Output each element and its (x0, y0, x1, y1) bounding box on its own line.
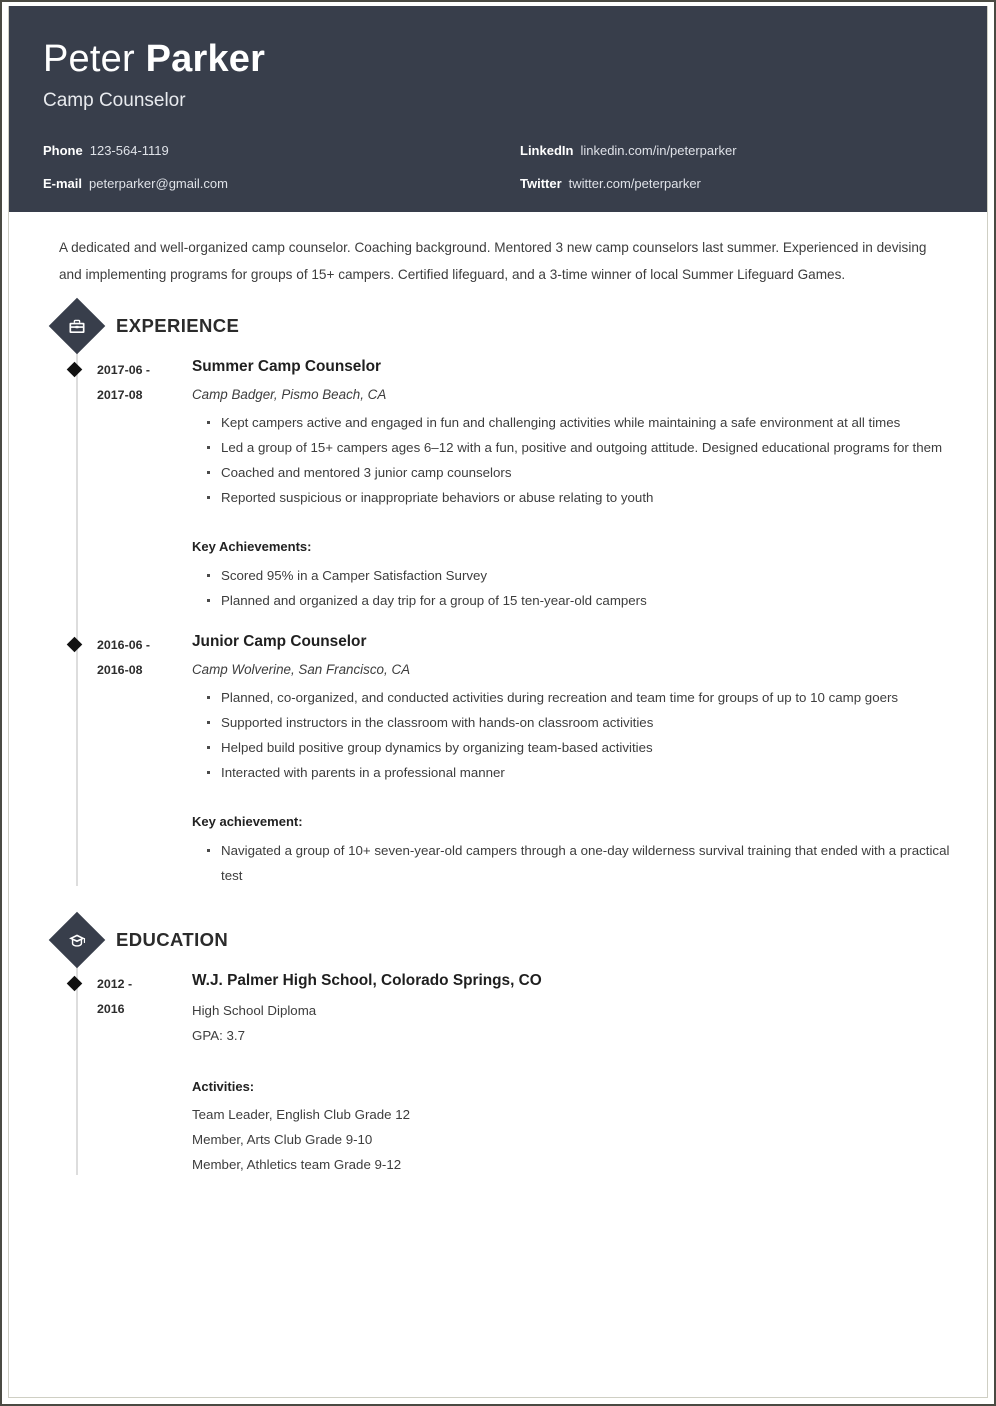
experience-bullets (192, 685, 953, 785)
list-item: Planned, co-organized, and conducted activities during recreation and team time for groups of up to 10 camp goers (206, 685, 953, 710)
experience-job-title: Summer Camp Counselor (192, 358, 382, 375)
experience-job-title: Junior Camp Counselor (192, 633, 367, 650)
list-item: Kept campers active and engaged in fun and challenging activities while maintaining a safe environment at all times (206, 410, 953, 435)
first-name: Peter (43, 38, 135, 80)
experience-entry-content (190, 356, 953, 629)
experience-entry (57, 356, 953, 629)
contact-email-value[interactable]: peterparker@gmail.com (89, 176, 228, 191)
activity-item: Team Leader, English Club Grade 12 (192, 1107, 411, 1122)
contact-phone (43, 140, 498, 162)
education-title: EDUCATION (116, 929, 229, 950)
education-timeline (57, 960, 953, 1177)
contact-linkedin-label: LinkedIn (520, 143, 574, 158)
education-entry-content (190, 970, 953, 1177)
contact-twitter (520, 173, 953, 195)
experience-achievements (192, 838, 953, 888)
list-item: Helped build positive group dynamics by organizing team-based activities (206, 735, 953, 760)
education-section (47, 920, 953, 1177)
list-item: Navigated a group of 10+ seven-year-old campers through a one-day wilderness survival training that ended with a practical test (206, 838, 953, 888)
contact-email-label: E-mail (43, 176, 83, 191)
contact-twitter-value[interactable]: twitter.com/peterparker (568, 176, 701, 191)
contact-phone-label: Phone (43, 143, 83, 158)
list-item: Interacted with parents in a professional manner (206, 760, 953, 785)
professional-summary: A dedicated and well-organized camp counselor. Coaching background. Mentored 3 new camp counselors last summer. Experienced in devising and implementing programs for groups of 15+ campers. Certified lifeguard, and a 3-time winner of local Summer Lifeguard Games. (59, 240, 927, 282)
job-title: Camp Counselor (43, 90, 186, 111)
activities-label: Activities: (192, 1079, 255, 1094)
contact-linkedin (520, 140, 953, 162)
contact-column-right (498, 140, 953, 195)
key-achievements-label: Key achievement: (192, 814, 303, 829)
contact-linkedin-value[interactable]: linkedin.com/in/peterparker (580, 143, 737, 158)
resume-body (9, 212, 987, 1177)
experience-company: Camp Wolverine, San Francisco, CA (192, 662, 411, 677)
education-degree: High School Diploma (192, 1003, 317, 1018)
resume-sheet (8, 6, 988, 1398)
date-to: 2017-08 (97, 388, 143, 402)
contact-email (43, 173, 498, 195)
activity-item: Member, Arts Club Grade 9-10 (192, 1132, 373, 1147)
education-entry (57, 970, 953, 1177)
contact-phone-value[interactable]: 123-564-1119 (89, 143, 169, 158)
experience-entry-dates (97, 631, 190, 888)
experience-timeline (57, 346, 953, 888)
experience-entry-content (190, 631, 953, 888)
education-school: W.J. Palmer High School, Colorado Springs, CO (192, 972, 542, 989)
experience-entry (57, 631, 953, 888)
experience-section (47, 306, 953, 888)
resume-header (9, 6, 987, 212)
last-name: Parker (145, 38, 266, 80)
list-item: Coached and mentored 3 junior camp counselors (206, 460, 953, 485)
graduation-cap-icon (49, 912, 106, 969)
spacer (192, 613, 953, 629)
date-from: 2016-06 - (97, 638, 151, 652)
list-item: Supported instructors in the classroom with hands-on classroom activities (206, 710, 953, 735)
list-item: Led a group of 15+ campers ages 6–12 with a fun, positive and outgoing attitude. Designed educational programs for them (206, 435, 953, 460)
contact-details (43, 140, 953, 195)
list-item: Reported suspicious or inappropriate behaviors or abuse relating to youth (206, 485, 953, 510)
section-spacer (47, 890, 953, 920)
activity-item: Member, Athletics team Grade 9-12 (192, 1157, 402, 1172)
experience-bullets (192, 410, 953, 510)
experience-section-header (57, 306, 953, 346)
date-to: 2016 (97, 1002, 125, 1016)
list-item: Planned and organized a day trip for a group of 15 ten-year-old campers (206, 588, 953, 613)
date-from: 2012 - (97, 977, 133, 991)
date-to: 2016-08 (97, 663, 143, 677)
date-from: 2017-06 - (97, 363, 151, 377)
experience-entry-dates (97, 356, 190, 629)
experience-achievements (192, 563, 953, 613)
candidate-name (43, 36, 953, 82)
list-item: Scored 95% in a Camper Satisfaction Survey (206, 563, 953, 588)
education-gpa: GPA: 3.7 (192, 1028, 245, 1043)
key-achievements-label: Key Achievements: (192, 539, 312, 554)
experience-company: Camp Badger, Pismo Beach, CA (192, 387, 387, 402)
experience-title: EXPERIENCE (116, 315, 240, 336)
contact-twitter-label: Twitter (520, 176, 562, 191)
education-section-header (57, 920, 953, 960)
briefcase-icon (49, 298, 106, 355)
education-entry-dates (97, 970, 190, 1177)
contact-column-left (43, 140, 498, 195)
